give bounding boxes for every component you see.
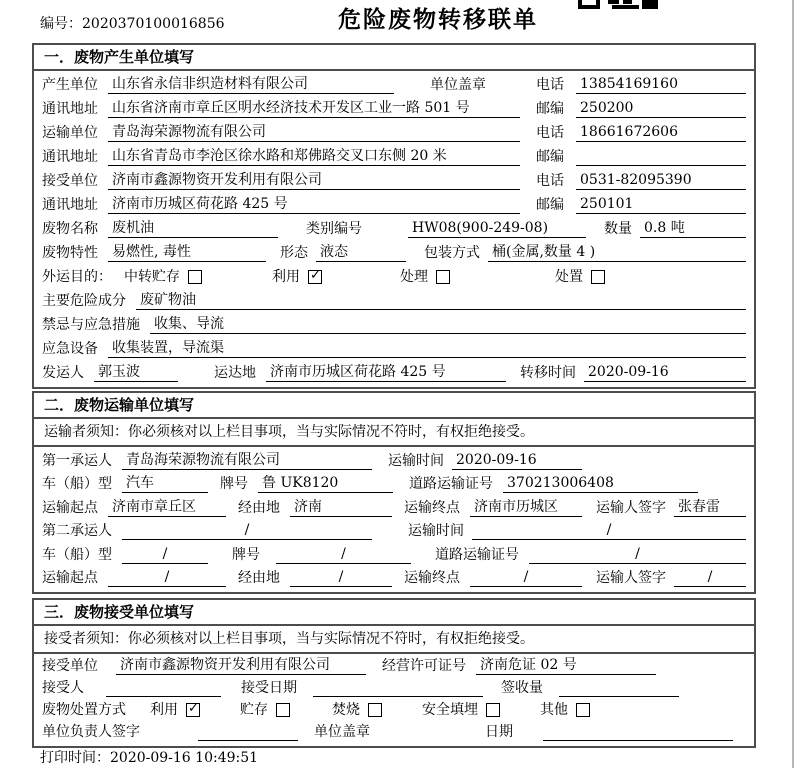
purpose-use-checkbox (308, 270, 322, 284)
vehicle2-cert-value: / (529, 546, 746, 564)
receiver-unit-label: 接受单位 (42, 658, 98, 674)
route2-row (42, 567, 746, 591)
receive-unit-label: 接受单位 (42, 173, 98, 189)
disposal-row (42, 700, 746, 722)
producer-zip-value: 250200 (576, 100, 746, 118)
waste-qty-value: 0.8 吨 (640, 220, 746, 238)
route1-via-value: 济南 (290, 499, 392, 517)
license-label: 经营许可证号 (382, 658, 466, 674)
purpose-row (42, 265, 746, 289)
purpose-storage-checkbox (188, 270, 202, 284)
disposal-landfill-checkbox (486, 703, 500, 717)
receive-address-label: 通讯地址 (42, 197, 98, 213)
transport-notice: 运输者须知：你必须核对以上栏目事项，当与实际情况不符时，有权拒绝接受。 (34, 419, 754, 447)
carrier2-time-label: 运输时间 (408, 523, 464, 539)
transport-phone-value: 18661672606 (576, 124, 746, 142)
section-transport (32, 391, 756, 594)
route1-row (42, 496, 746, 520)
receive-address-value: 济南市历城区荷花路 425 号 (108, 196, 520, 214)
receive-unit-value: 济南市鑫源物资开发利用有限公司 (108, 172, 520, 190)
section-receiver-header: 三．废物接受单位填写 (34, 600, 754, 626)
waste-props-row (42, 241, 746, 265)
carrier2-time-value: / (472, 522, 746, 540)
accept-row (42, 678, 746, 700)
taboo-value: 收集、导流 (150, 316, 746, 334)
section-transport-header: 二．废物运输单位填写 (34, 393, 754, 419)
receive-address-row (42, 193, 746, 217)
vehicle2-cert-label: 道路运输证号 (435, 546, 519, 563)
packing-label: 包装方式 (424, 245, 480, 261)
vehicle2-type-label: 车（船）型 (42, 546, 112, 563)
receive-phone-label: 电话 (536, 173, 564, 189)
producer-unit-row (42, 73, 746, 97)
disposal-storage-checkbox (276, 703, 290, 717)
disposal-option-other: 其他 (540, 702, 568, 718)
waste-name-row (42, 217, 746, 241)
disposal-burn-checkbox (368, 703, 382, 717)
route2-sign-label: 运输人签字 (596, 570, 666, 586)
disposal-other-checkbox (576, 703, 590, 717)
sign-date-label: 日期 (485, 724, 513, 740)
route2-via-label: 经由地 (238, 570, 280, 586)
acceptor-label: 接受人 (42, 680, 84, 696)
hazard-label: 主要危险成分 (42, 293, 126, 309)
destination-label: 运达地 (214, 365, 256, 381)
waste-form-label: 形态 (280, 245, 308, 261)
route1-end-value: 济南市历城区 (470, 499, 582, 517)
receiver-unit-row (42, 656, 746, 678)
carrier1-time-label: 运输时间 (388, 452, 444, 469)
producer-zip-label: 邮编 (536, 101, 564, 117)
equipment-row (42, 337, 746, 361)
print-time: 打印时间：2020-09-16 10:49:51 (40, 750, 259, 766)
transport-zip-value (576, 149, 746, 166)
transport-address-row (42, 145, 746, 169)
taboo-label: 禁忌与应急措施 (42, 317, 140, 333)
signature-row (42, 722, 746, 744)
receiver-unit-value: 济南市鑫源物资开发利用有限公司 (116, 657, 366, 675)
carrier1-row (42, 449, 746, 473)
route2-end-label: 运输终点 (404, 570, 460, 586)
document-title: 危险废物转移联单 (338, 6, 538, 32)
receive-phone-value: 0531-82095390 (576, 172, 746, 190)
license-value: 济南危证 02 号 (476, 657, 656, 675)
transfer-time-label: 转移时间 (520, 365, 576, 381)
producer-address-label: 通讯地址 (42, 101, 98, 117)
route2-start-value: / (108, 569, 226, 587)
disposal-option-use: 利用 (150, 702, 178, 718)
hazard-value: 废矿物油 (136, 292, 746, 310)
vehicle1-type-value: 汽车 (122, 475, 208, 493)
disposal-option-burn: 焚烧 (332, 702, 360, 718)
receive-zip-label: 邮编 (536, 197, 564, 213)
transport-address-label: 通讯地址 (42, 149, 98, 165)
sign-date-value (543, 724, 733, 741)
producer-phone-label: 电话 (536, 77, 564, 93)
section-producer-header: 一．废物产生单位填写 (34, 45, 754, 71)
vehicle1-plate-value: 鲁 UK8120 (258, 475, 393, 493)
receive-unit-row (42, 169, 746, 193)
waste-category-value: HW08(900-249-08) (408, 220, 586, 238)
route2-end-value: / (470, 569, 582, 587)
equipment-label: 应急设备 (42, 341, 98, 357)
purpose-option-use: 利用 (272, 269, 300, 285)
disposal-use-checkbox (186, 703, 200, 717)
transport-address-value: 山东省青岛市李沧区徐水路和郑佛路交叉口东侧 20 米 (108, 148, 520, 166)
dispatcher-value: 郭玉波 (94, 364, 178, 382)
producer-address-value: 山东省济南市章丘区明水经济技术开发区工业一路 501 号 (108, 100, 520, 118)
carrier2-row (42, 520, 746, 544)
disposal-option-landfill: 安全填埋 (422, 702, 478, 718)
carrier1-value: 青岛海荣源物流有限公司 (122, 452, 372, 470)
waste-name-value: 废机油 (108, 220, 278, 238)
waste-category-label: 类别编号 (306, 221, 362, 237)
purpose-option-storage: 中转贮存 (124, 269, 180, 285)
route1-via-label: 经由地 (238, 499, 280, 516)
purpose-dispose-checkbox (591, 270, 605, 284)
producer-phone-value: 13854169160 (576, 76, 746, 94)
carrier2-value: / (122, 522, 372, 540)
signed-qty-value (559, 680, 679, 697)
acceptor-value (106, 680, 221, 697)
receiver-seal-label: 单位盖章 (314, 724, 370, 740)
waste-qty-label: 数量 (604, 221, 632, 237)
packing-value: 桶(金属,数量 4 ) (488, 244, 746, 262)
dispatch-row (42, 361, 746, 385)
vehicle1-type-label: 车（船）型 (42, 476, 112, 492)
purpose-treat-checkbox (436, 270, 450, 284)
transfer-time-value: 2020-09-16 (584, 364, 746, 382)
receiver-notice: 接受者须知：你必须核对以上栏目事项，当与实际情况不符时，有权拒绝接受。 (34, 626, 754, 654)
transport-phone-label: 电话 (536, 125, 564, 141)
transport-zip-label: 邮编 (536, 149, 564, 165)
qr-code-fragment (578, 0, 658, 9)
route2-sign-value: / (674, 569, 746, 587)
vehicle2-type-value: / (122, 546, 208, 564)
serial-value: 2020370100016856 (82, 16, 225, 32)
waste-props-value: 易燃性, 毒性 (108, 244, 266, 262)
vehicle1-plate-label: 牌号 (220, 476, 248, 492)
signed-qty-label: 签收量 (501, 680, 543, 696)
transport-unit-row (42, 121, 746, 145)
route1-sign-value: 张春雷 (674, 499, 746, 517)
destination-value: 济南市历城区荷花路 425 号 (266, 364, 506, 382)
vehicle2-plate-label: 牌号 (232, 546, 260, 563)
vehicle2-row (42, 543, 746, 567)
responsible-sign-label: 单位负责人签字 (42, 724, 140, 740)
route2-start-label: 运输起点 (42, 570, 98, 586)
carrier2-label: 第二承运人 (42, 523, 112, 539)
producer-address-row (42, 97, 746, 121)
route1-start-label: 运输起点 (42, 499, 98, 516)
receive-zip-value: 250101 (576, 196, 746, 214)
vehicle1-row (42, 473, 746, 497)
waste-form-value: 液态 (316, 244, 406, 262)
route1-end-label: 运输终点 (404, 499, 460, 516)
vehicle2-plate-value: / (276, 546, 411, 564)
purpose-option-treat: 处理 (400, 269, 428, 285)
hazard-row (42, 289, 746, 313)
disposal-option-storage: 贮存 (240, 702, 268, 718)
vehicle1-cert-label: 道路运输证号 (409, 476, 493, 492)
route1-sign-label: 运输人签字 (596, 499, 666, 516)
disposal-label: 废物处置方式 (42, 702, 126, 718)
producer-unit-label: 产生单位 (42, 77, 98, 93)
page-right-edge-line (792, 0, 794, 768)
route2-via-value: / (290, 569, 392, 587)
accept-date-value (313, 680, 483, 697)
section-producer (32, 43, 756, 389)
section-receiver (32, 598, 756, 748)
taboo-row (42, 313, 746, 337)
responsible-sign-value (198, 724, 298, 741)
transport-unit-value: 青岛海荣源物流有限公司 (108, 124, 520, 142)
dispatcher-label: 发运人 (42, 365, 84, 381)
purpose-label: 外运目的： (42, 269, 112, 285)
waste-props-label: 废物特性 (42, 245, 98, 261)
transport-unit-label: 运输单位 (42, 125, 98, 141)
carrier1-label: 第一承运人 (42, 452, 112, 469)
carrier1-time-value: 2020-09-16 (452, 452, 582, 470)
vehicle1-cert-value: 370213006408 (503, 475, 698, 493)
producer-unit-value: 山东省永信非织造材料有限公司 (108, 76, 394, 94)
waste-name-label: 废物名称 (42, 221, 98, 237)
purpose-option-dispose: 处置 (555, 269, 583, 285)
unit-seal-label: 单位盖章 (430, 77, 486, 93)
equipment-value: 收集装置，导流渠 (108, 340, 746, 358)
route1-start-value: 济南市章丘区 (108, 499, 226, 517)
accept-date-label: 接受日期 (241, 680, 297, 696)
serial-label: 编号： (40, 16, 82, 32)
